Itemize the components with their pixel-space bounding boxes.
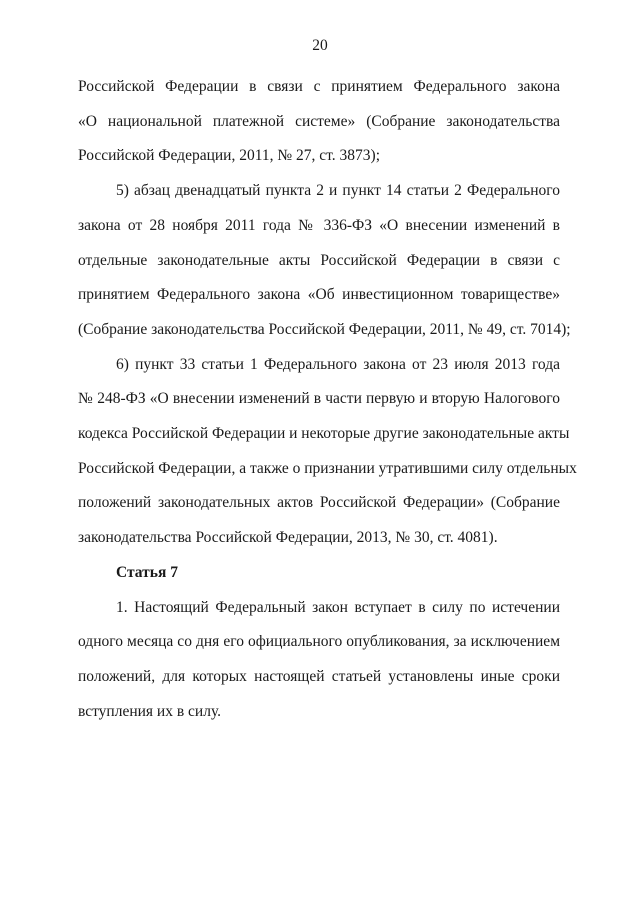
- text-line: 1. Настоящий Федеральный закон вступает в силу по истечении: [116, 598, 560, 616]
- list-item-6: [78, 348, 577, 556]
- text-line: Российской Федерации, а также о признании утратившими силу отдельных: [78, 459, 577, 477]
- text-line: 5) абзац двенадцатый пункта 2 и пункт 14 статьи 2 Федерального: [116, 182, 560, 200]
- text-line: положений законодательных актов Российской Федерации» (Собрание: [78, 494, 560, 512]
- text-line: «О национальной платежной системе» (Собрание законодательства: [78, 112, 560, 130]
- text-line: Российской Федерации, 2011, № 27, ст. 3873);: [78, 147, 381, 165]
- text-line: Российской Федерации в связи с принятием Федерального закона: [78, 78, 560, 95]
- text-line: № 248-ФЗ «О внесении изменений в части первую и вторую Налогового: [78, 390, 560, 408]
- text-line: одного месяца со дня его официального опубликования, за исключением: [78, 633, 560, 651]
- text-line: положений, для которых настоящей статьей установлены иные сроки: [78, 667, 560, 685]
- text-line: кодекса Российской Федерации и некоторые другие законодательные акты: [78, 425, 570, 443]
- document-body: [78, 70, 577, 729]
- text-line: отдельные законодательные акты Российской Федерации в связи с: [78, 251, 560, 269]
- article-7-clause-1: [78, 591, 560, 730]
- text-line: законодательства Российской Федерации, 2013, № 30, ст. 4081).: [78, 529, 498, 547]
- list-item-5: [78, 174, 571, 348]
- text-line: (Собрание законодательства Российской Федерации, 2011, № 49, ст. 7014);: [78, 320, 571, 338]
- text-line: закона от 28 ноября 2011 года № 336-ФЗ «О внесении изменений в: [78, 216, 560, 234]
- page-number: 20: [312, 37, 328, 54]
- text-line: 6) пункт 33 статьи 1 Федерального закона от 23 июля 2013 года: [116, 355, 560, 373]
- paragraph-continuation: [78, 70, 560, 174]
- text-line: вступления их в силу.: [78, 702, 222, 720]
- article-heading: Статья 7: [116, 563, 178, 581]
- text-line: принятием Федерального закона «Об инвестиционном товариществе»: [78, 286, 560, 304]
